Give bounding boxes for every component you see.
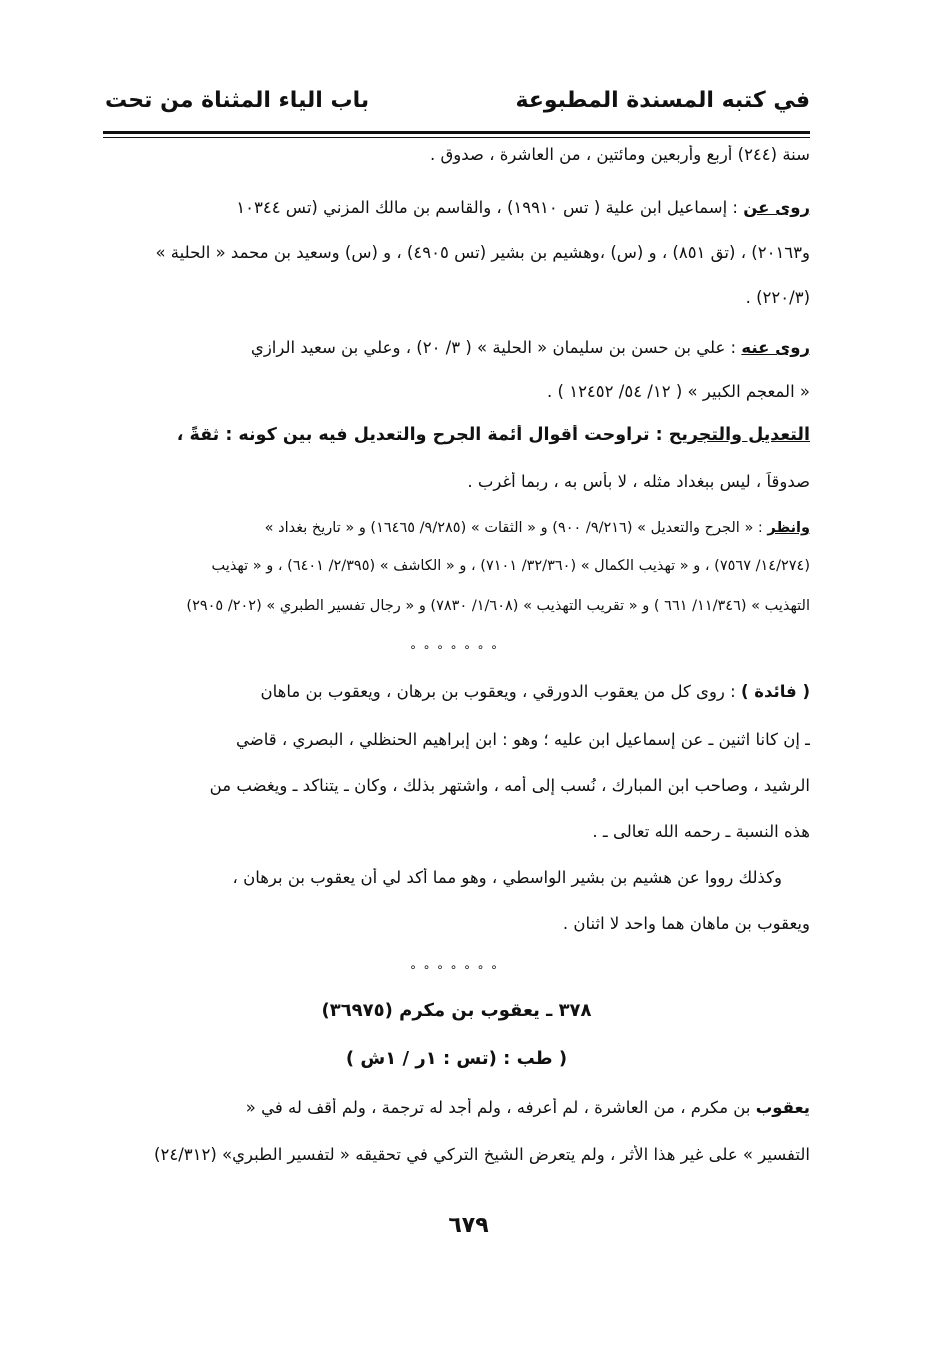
text-line: يعقوب بن مكرم ، من العاشرة ، لم أعرفه ، ولم أجد له ترجمة ، ولم أقف له في «: [245, 1098, 810, 1117]
text-line: (٢٢٠/٣) .: [745, 288, 810, 307]
entry-title: ٣٧٨ ـ يعقوب بن مكرم (٣٦٩٧٥): [321, 1000, 592, 1021]
text-line: وكذلك رووا عن هشيم بن بشير الواسطي ، وهو مما أكد لي أن يعقوب بن برهان ،: [232, 868, 782, 887]
text-line: التفسير » على غير هذا الأثر ، ولم يتعرض الشيخ التركي في تحقيقه « لتفسير الطبري» (٢٤/٣١٢): [154, 1145, 810, 1164]
text-line: و٢٠١٦٣) ، (تق ٨٥١) ، و (س) ،وهشيم بن بشير (تس ٤٩٠٥) ، و (س) وسعيد بن محمد « الحلية »: [155, 243, 810, 262]
entry-subtitle: ( طب : (تس : ١ر / ١ش ): [345, 1048, 568, 1069]
text-line: (١٤/٢٧٤/ ٧٥٦٧) ، و « تهذيب الكمال » (٣٢/٣٦٠/ ٧١٠١) ، و « الكاشف » (٢/٣٩٥/ ٦٤٠١) ، و « تهذيب: [211, 558, 810, 574]
text-line: روى عنه : علي بن حسن بن سليمان « الحلية » ( ٣/ ٢٠) ، وعلي بن سعيد الرازي: [250, 338, 810, 357]
header-rule-thick: [103, 131, 810, 134]
separator-dots: ∘∘∘∘∘∘∘: [409, 960, 504, 974]
header-left-title: باب الياء المثناة من تحت: [105, 88, 370, 113]
running-header: [105, 88, 810, 122]
text-line: صدوقاً ، ليس ببغداد مثله ، لا بأس به ، ربما أغرب .: [467, 472, 810, 491]
text-line: ـ إن كانا اثنين ـ عن إسماعيل ابن عليه ؛ وهو : ابن إبراهيم الحنظلي ، البصري ، قاضي: [235, 730, 810, 749]
text-line: التعديل والتجريح : تراوحت أقوال أئمة الجرح والتعديل فيه بين كونه : ثقةً ،: [176, 425, 810, 445]
separator-dots: ∘∘∘∘∘∘∘: [409, 640, 504, 654]
text-line: هذه النسبة ـ رحمه الله تعالى ـ .: [592, 822, 810, 841]
text-line: ( فائدة ) : روى كل من يعقوب الدورقي ، ويعقوب بن برهان ، ويعقوب بن ماهان: [260, 682, 810, 701]
page-number: ٦٧٩: [448, 1213, 489, 1238]
text-line: روى عن : إسماعيل ابن علية ( تس ١٩٩١٠) ، والقاسم بن مالك المزني (تس ١٠٣٤٤: [236, 198, 810, 217]
text-line: الرشيد ، وصاحب ابن المبارك ، نُسب إلى أمه ، واشتهر بذلك ، وكان ـ يتناكد ـ ويغضب من: [209, 776, 810, 795]
text-line: « المعجم الكبير » ( ١٢/ ٥٤/ ١٢٤٥٢ ) .: [547, 382, 810, 401]
text-line: التهذيب » (١١/٣٤٦/ ٦٦١ ) و « تقريب التهذيب » (١/٦٠٨/ ٧٨٣٠) و « رجال تفسير الطبري » (٢٠٢/ ٢٩٠٥): [186, 598, 810, 614]
header-rule-thin: [103, 137, 810, 138]
header-right-title: في كتبه المسندة المطبوعة: [515, 88, 810, 113]
text-line: سنة (٢٤٤) أربع وأربعين ومائتين ، من العاشرة ، صدوق .: [430, 145, 810, 164]
text-line: وانظر : « الجرح والتعديل » (٩/٢١٦/ ٩٠٠) و « الثقات » (٩/٢٨٥/ ١٦٤٦٥) و « تاريخ بغداد »: [264, 520, 810, 536]
text-line: ويعقوب بن ماهان هما واحد لا اثنان .: [562, 914, 810, 933]
